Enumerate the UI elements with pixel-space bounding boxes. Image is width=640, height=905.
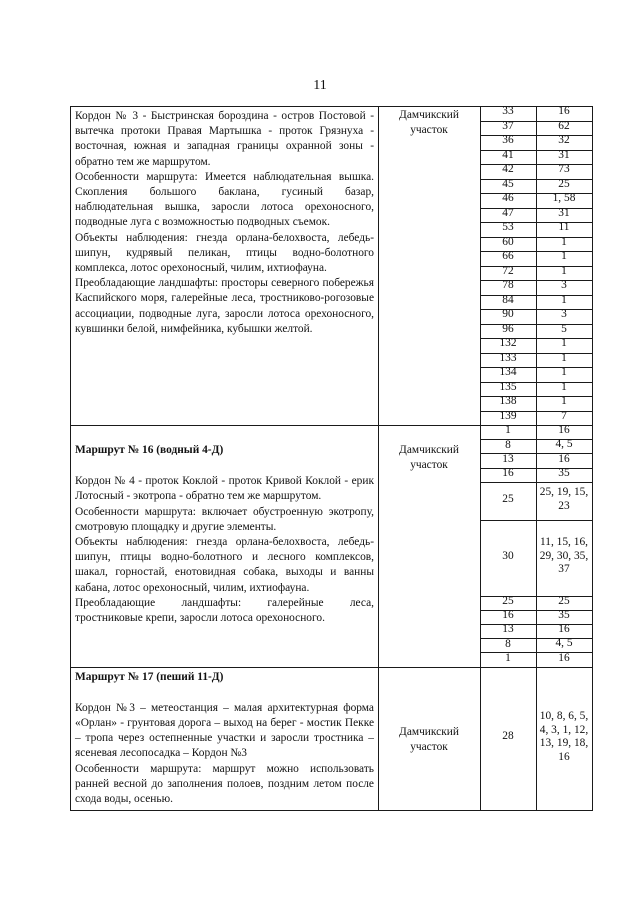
- column-divider: [592, 425, 593, 668]
- site-number: 132: [499, 337, 517, 350]
- site-number: 46: [502, 192, 514, 205]
- object-numbers: 1: [561, 250, 567, 263]
- object-numbers: 16: [558, 424, 570, 437]
- object-numbers: 1: [561, 337, 567, 350]
- row-divider: [70, 810, 593, 811]
- object-numbers: 73: [558, 163, 570, 176]
- object-numbers: 31: [558, 206, 570, 219]
- object-numbers: 1: [561, 351, 567, 364]
- site-number: 1: [505, 424, 511, 437]
- row-divider: [480, 520, 593, 521]
- object-numbers: 16: [558, 623, 570, 636]
- site-number: 16: [502, 466, 514, 479]
- site-number: 13: [502, 623, 514, 636]
- site-number: 8: [505, 438, 511, 451]
- site-number: 53: [502, 221, 514, 234]
- object-numbers: 4, 5: [555, 438, 573, 451]
- object-numbers: 1, 58: [552, 192, 576, 205]
- site-number: 41: [502, 148, 514, 161]
- site-number: 13: [502, 452, 514, 465]
- route-description: [71, 108, 378, 337]
- object-numbers: 1: [561, 366, 567, 379]
- route-paragraph: Преобладающие ландшафты: просторы северного побережья Каспийского моря, галерейные леса, тростниково-рогозовые ассоциации, подводные луга, заросли лотоса орехоносного, кувшинки белой, нимфейника, кубышки желтой.: [75, 277, 374, 335]
- site-number: 90: [502, 308, 514, 321]
- object-numbers: 16: [558, 452, 570, 465]
- route-paragraph: Кордон №3 – метеостанция – малая архитектурная форма «Орлан» - грунтовая дорога – выход на берег - мостик Пекке – тропа через остепненные участки и заросли тростника – ясеневая лесопосадка – Кордон №3: [75, 701, 374, 760]
- route-paragraph: Объекты наблюдения: гнезда орлана-белохвоста, лебедь-шипун, кудрявый пеликан, птицы водно-болотного комплекса, лотос орехоносный, чилим, ихтиофауна.: [75, 231, 374, 275]
- object-numbers: 16: [558, 651, 570, 664]
- site-number: 72: [502, 264, 514, 277]
- site-number: 78: [502, 279, 514, 292]
- site-number: 33: [502, 105, 514, 118]
- site-number: 25: [502, 594, 514, 607]
- route-paragraph: Преобладающие ландшафты: галерейные леса, тростниковые крепи, заросли лотоса орехоносного.: [75, 596, 374, 625]
- site-number: 47: [502, 206, 514, 219]
- column-divider: [592, 667, 593, 811]
- site-number: 96: [502, 322, 514, 335]
- route-paragraph: Особенности маршрута: маршрут можно использовать ранней весной до заполнения полоев, поздним летом после схода воды, осенью.: [75, 762, 374, 806]
- object-numbers: 4, 5: [555, 637, 573, 650]
- site-number: 138: [499, 395, 517, 408]
- object-numbers: 62: [558, 119, 570, 132]
- site-number: 45: [502, 177, 514, 190]
- area-name: Дамчикский участок: [399, 725, 459, 753]
- route-paragraph: Кордон № 4 - проток Коклой - проток Кривой Коклой - ерик Лотосный - экотропа - обратно тем же маршрутом.: [75, 475, 374, 503]
- site-number: 84: [502, 293, 514, 306]
- site-number: 135: [499, 380, 517, 393]
- object-numbers: 5: [561, 322, 567, 335]
- site-number: 37: [502, 119, 514, 132]
- site-number: 28: [502, 730, 514, 743]
- site-number: 25: [502, 492, 514, 505]
- route-title: Маршрут № 16 (водный 4-Д): [75, 444, 224, 456]
- site-number: 42: [502, 163, 514, 176]
- site-number: 8: [505, 637, 511, 650]
- site-number: 30: [502, 549, 514, 562]
- object-numbers: 1: [561, 235, 567, 248]
- object-numbers: 31: [558, 148, 570, 161]
- object-numbers: 1: [561, 293, 567, 306]
- object-numbers: 1: [561, 264, 567, 277]
- object-numbers: 1: [561, 380, 567, 393]
- object-numbers: 25: [558, 594, 570, 607]
- site-number: 139: [499, 409, 517, 422]
- row-divider: [480, 482, 593, 483]
- row-divider: [70, 667, 593, 668]
- route-paragraph: Кордон № 3 - Быстринская бороздина - остров Постовой - вытечка протоки Правая Мартышка - проток Грязнуха - восточная, южная и западная границы охранной зоны - обратно тем же маршрутом.: [75, 110, 374, 168]
- site-number: 133: [499, 351, 517, 364]
- object-numbers: 25: [558, 177, 570, 190]
- object-numbers: 10, 8, 6, 5, 4, 3, 1, 12, 13, 19, 18, 16: [539, 710, 589, 763]
- object-numbers: 11, 15, 16, 29, 30, 35, 37: [539, 536, 589, 576]
- column-divider: [536, 425, 537, 668]
- column-divider: [536, 667, 537, 811]
- page-number: 11: [313, 78, 327, 93]
- object-numbers: 1: [561, 395, 567, 408]
- route-paragraph: Особенности маршрута: включает обустроенную экотропу, смотровую площадку и другие элементы.: [75, 505, 374, 533]
- object-numbers: 3: [561, 279, 567, 292]
- object-numbers: 3: [561, 308, 567, 321]
- object-numbers: 35: [558, 608, 570, 621]
- object-numbers: 7: [561, 409, 567, 422]
- route-title: Маршрут № 17 (пеший 11-Д): [75, 670, 224, 683]
- site-number: 36: [502, 134, 514, 147]
- object-numbers: 32: [558, 134, 570, 147]
- route-paragraph: Особенности маршрута: Имеется наблюдательная вышка. Скопления большого баклана, гусиный базар, наблюдательная вышка, заросли лотоса орехоносного, подводные луга с возможностью подводных съемок.: [75, 170, 374, 229]
- route-description: [71, 442, 378, 626]
- object-numbers: 16: [558, 105, 570, 118]
- object-numbers: 35: [558, 466, 570, 479]
- area-name: Дамчикский участок: [399, 109, 459, 137]
- object-numbers: 11: [558, 221, 570, 234]
- object-numbers: 25, 19, 15, 23: [539, 486, 589, 512]
- route-paragraph: Объекты наблюдения: гнезда орлана-белохвоста, лебедь-шипун, птицы водно-болотного и лесного комплексов, шакал, горностай, енотовидная собака, выходы и ванны кабана, лотос орехоносный, чилим, ихтиофауна.: [75, 536, 374, 594]
- site-number: 66: [502, 250, 514, 263]
- site-number: 60: [502, 235, 514, 248]
- site-number: 134: [499, 366, 517, 379]
- route-description: [71, 669, 378, 808]
- site-number: 1: [505, 651, 511, 664]
- area-name: Дамчикский участок: [399, 444, 459, 472]
- column-divider: [378, 106, 379, 426]
- site-number: 16: [502, 609, 514, 622]
